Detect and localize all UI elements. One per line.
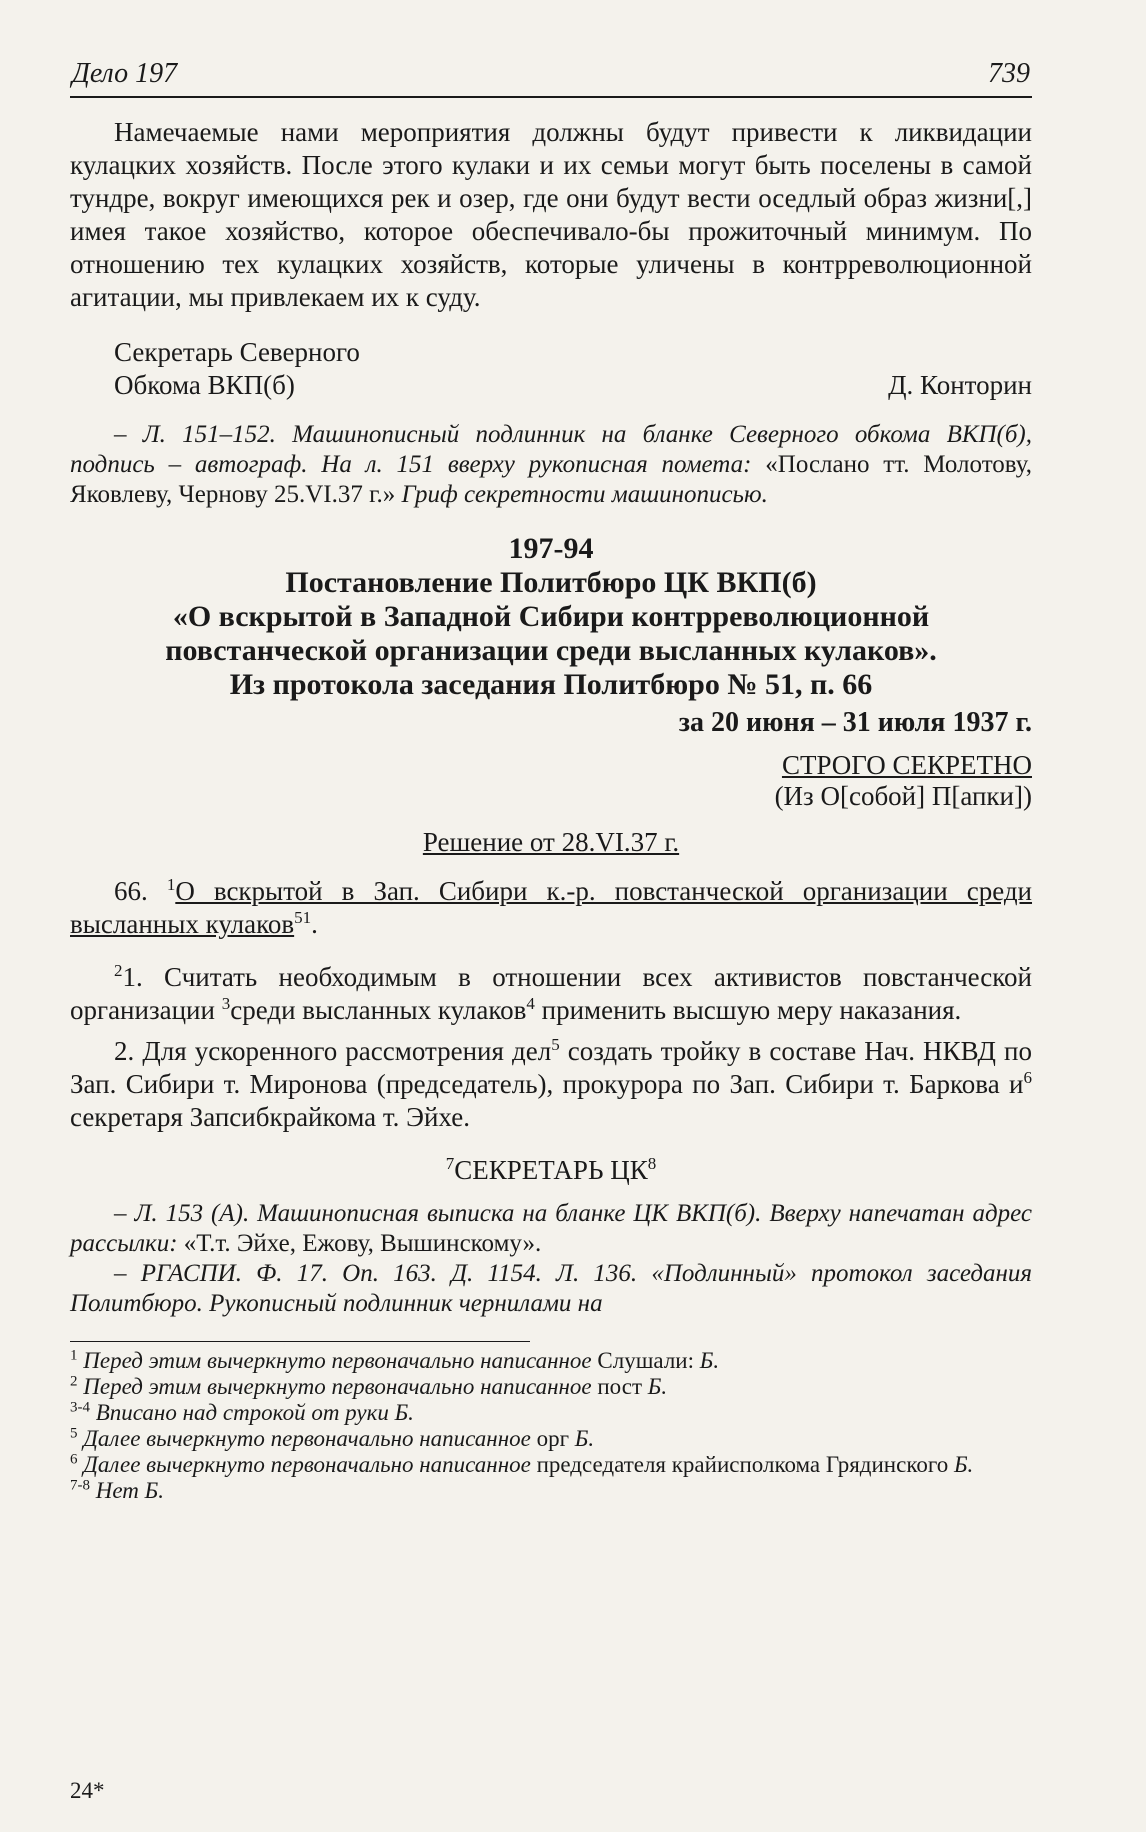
archive-note-2 bbox=[70, 1199, 1032, 1259]
point-2-mark-6: 6 bbox=[1023, 1068, 1032, 1087]
point-1-text-a: 1. Считать необходимым в отношении всех активистов повстанческой организации bbox=[70, 962, 1032, 1025]
document-title-3: повстанческой организации среди высланных кулаков». bbox=[165, 634, 937, 667]
item-66-title: О вскрытой в Зап. Сибири к.-р. повстанческой организации среди высланных кулаков bbox=[70, 876, 1033, 939]
footnote bbox=[70, 1452, 1032, 1478]
archive-note-2-a: – Л. 153 (А). Машинописная выписка на бланке ЦК ВКП(б). Вверху напечатан адрес рассылки: bbox=[70, 1200, 1032, 1257]
signature-name: Д. Конторин bbox=[888, 370, 1032, 400]
footnote-mark: 7-8 bbox=[70, 1477, 90, 1494]
signature-mark: 24* bbox=[70, 1778, 105, 1803]
secrecy-stamp bbox=[70, 750, 1032, 812]
item-66-tail: . bbox=[311, 909, 318, 939]
item-66-mark-51: 51 bbox=[294, 908, 312, 927]
point-1-text-c: применить высшую меру наказания. bbox=[534, 995, 962, 1025]
footnote-mark: 6 bbox=[70, 1451, 78, 1468]
footnote-mark: 3-4 bbox=[70, 1399, 90, 1416]
item-66-number: 66. bbox=[114, 876, 167, 906]
secrecy-line-2: (Из О[собой] П[апки]) bbox=[774, 781, 1032, 811]
footnote-text: Слушали: bbox=[591, 1348, 700, 1373]
point-1-mark-2: 2 bbox=[114, 961, 123, 980]
footnote-text: пост bbox=[591, 1374, 648, 1399]
document-heading bbox=[70, 532, 1032, 740]
secretary-mark-7: 7 bbox=[445, 1154, 455, 1173]
footnote-mark: 1 bbox=[70, 1347, 78, 1364]
document-page bbox=[70, 58, 1032, 1504]
footnote-italic: Перед этим вычеркнуто первоначально написанное bbox=[83, 1374, 592, 1399]
archive-note-1 bbox=[70, 420, 1032, 510]
point-2-text-b: создать тройку в составе Нач. НКВД по Зап. Сибири т. Миронова (председатель), прокурора по Зап. Сибири т. Баркова и bbox=[70, 1036, 1032, 1099]
footnote bbox=[70, 1374, 1032, 1400]
item-66 bbox=[70, 875, 1032, 941]
paragraph-letter-end: Намечаемые нами мероприятия должны будут привести к ликвидации кулацких хозяйств. После этого кулаки и их семьи могут быть поселены в самой тундре, вокруг имеющихся рек и озер, где они будут вести оседлый образ жизни[,] имея такое хозяйство, которое обеспечивало-бы прожиточный минимум. По отношению тех кулацких хозяйств, которые уличены в контрреволюционной агитации, мы привлекаем их к суду. bbox=[70, 117, 1032, 312]
footnote-end: Б. bbox=[953, 1452, 974, 1477]
header-page-number: 739 bbox=[988, 58, 1030, 89]
footnotes-rule bbox=[70, 1341, 530, 1342]
document-title-2: «О вскрытой в Западной Сибири контрреволюционной bbox=[172, 600, 930, 633]
footnote-end: Б. bbox=[699, 1348, 720, 1373]
signature-title-1: Секретарь Северного bbox=[114, 337, 360, 367]
footnote-italic: Нет Б. bbox=[95, 1478, 164, 1503]
footnote-end: Б. bbox=[574, 1426, 595, 1451]
footnote-mark: 2 bbox=[70, 1373, 78, 1390]
footnote-italic: Далее вычеркнуто первоначально написанное bbox=[83, 1452, 531, 1477]
footnote bbox=[70, 1348, 1032, 1374]
header-case: Дело 197 bbox=[72, 58, 178, 89]
point-1-mark-3: 3 bbox=[221, 994, 231, 1013]
signature-block bbox=[70, 336, 1032, 402]
point-2-text-a: 2. Для ускоренного рассмотрения дел bbox=[114, 1036, 552, 1066]
archive-note-3: – РГАСПИ. Ф. 17. Оп. 163. Д. 1154. Л. 136. «Подлинный» протокол заседания Политбюро. Рукописный подлинник чернилами на bbox=[70, 1260, 1032, 1317]
point-1-text-b: среди высланных кулаков bbox=[230, 995, 527, 1025]
archive-note-1-b: «Послано тт. Молотову, Яковлеву, Чернову 25.VI.37 г.» bbox=[70, 451, 1032, 508]
footnote bbox=[70, 1400, 1032, 1426]
footnote-text: председателя крайисполкома Грядинского bbox=[530, 1452, 954, 1477]
footnote-end: Б. bbox=[647, 1374, 668, 1399]
footnote-italic: Далее вычеркнуто первоначально написанное bbox=[83, 1426, 531, 1451]
footnotes bbox=[70, 1348, 1032, 1504]
point-1-mark-4: 4 bbox=[526, 994, 535, 1013]
item-66-mark-1: 1 bbox=[166, 875, 176, 894]
signature-title-2: Обкома ВКП(б) bbox=[114, 370, 295, 400]
archive-note-1-c: Гриф секретности машинописью. bbox=[401, 481, 768, 508]
running-header bbox=[70, 58, 1032, 98]
document-number: 197-94 bbox=[508, 532, 594, 565]
point-2 bbox=[70, 1035, 1032, 1134]
point-2-mark-5: 5 bbox=[551, 1035, 560, 1054]
document-title-1: Постановление Политбюро ЦК ВКП(б) bbox=[285, 566, 817, 599]
secretary-mark-8: 8 bbox=[647, 1154, 657, 1173]
footnote-italic: Вписано над строкой от руки Б. bbox=[95, 1400, 414, 1425]
document-date: за 20 июня – 31 июля 1937 г. bbox=[678, 707, 1032, 738]
footnote-text: орг bbox=[530, 1426, 575, 1451]
point-2-text-c: секретаря Запсибкрайкома т. Эйхе. bbox=[70, 1102, 470, 1132]
secretary-text: СЕКРЕТАРЬ ЦК bbox=[454, 1155, 648, 1185]
secretary-line bbox=[70, 1154, 1032, 1187]
archive-note-1-a: – Л. 151–152. Машинописный подлинник на бланке Северного обкома ВКП(б), подпись – автограф. На л. 151 вверху рукописная помета: bbox=[70, 421, 1032, 478]
footnote-italic: Перед этим вычеркнуто первоначально написанное bbox=[83, 1348, 592, 1373]
decision-date: Решение от 28.VI.37 г. bbox=[422, 827, 680, 857]
archive-note-2-b: «Т.т. Эйхе, Ежову, Вышинскому». bbox=[177, 1230, 542, 1257]
footnote-mark: 5 bbox=[70, 1425, 78, 1442]
footnote bbox=[70, 1426, 1032, 1452]
secrecy-line-1: СТРОГО СЕКРЕТНО bbox=[781, 750, 1032, 780]
point-1 bbox=[70, 961, 1032, 1027]
document-title-4: Из протокола заседания Политбюро № 51, п. 66 bbox=[229, 668, 873, 701]
footnote bbox=[70, 1478, 1032, 1504]
